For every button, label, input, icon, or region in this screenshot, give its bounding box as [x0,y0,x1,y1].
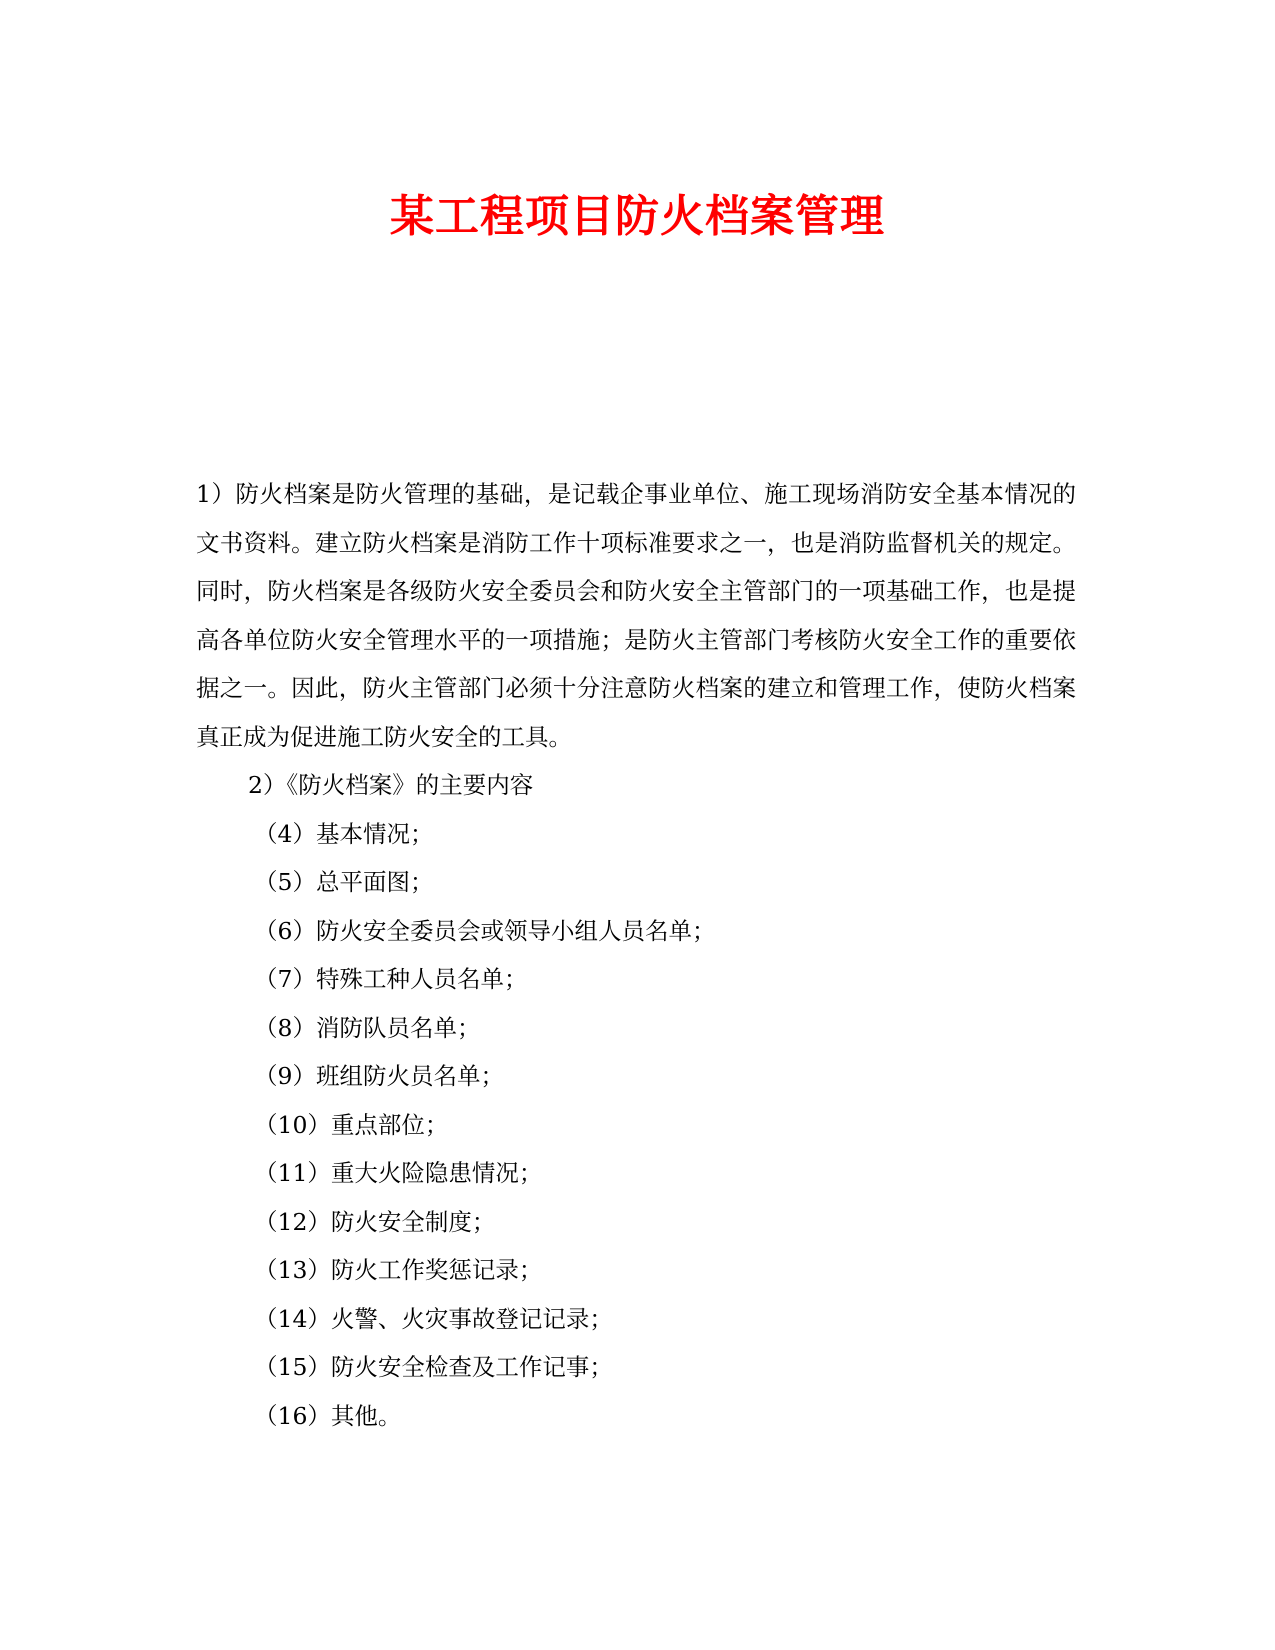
paragraph-1: 1）防火档案是防火管理的基础，是记载企事业单位、施工现场消防安全基本情况的文书资料。建立防火档案是消防工作十项标准要求之一，也是消防监督机关的规定。同时，防火档案是各级防火安全委员会和防火安全主管部门的一项基础工作，也是提高各单位防火安全管理水平的一项措施；是防火主管部门考核防火安全工作的重要依据之一。因此，防火主管部门必须十分注意防火档案的建立和管理工作，使防火档案真正成为促进施工防火安全的工具。 [196,480,1076,751]
list-item: （8）消防队员名单； [254,1013,481,1042]
list-item: （10）重点部位； [254,1110,449,1139]
list-item: （9）班组防火员名单； [254,1062,504,1090]
list-item: （14）火警、火灾事故登记记录； [254,1304,613,1333]
list-item: （4）基本情况； [254,819,434,848]
list-item: （16）其他。 [254,1401,402,1430]
list-item: （15）防火安全检查及工作记事； [254,1353,613,1381]
list-item: （12）防火安全制度； [254,1207,496,1236]
section-2-heading: 2）《防火档案》的主要内容 [248,771,534,799]
list-item: （7）特殊工种人员名单； [254,965,528,993]
document-title: 某工程项目防火档案管理 [390,191,885,243]
list-item: （13）防火工作奖惩记录； [254,1256,543,1284]
list-item: （6）防火安全委员会或领导小组人员名单； [254,916,716,945]
list-item: （11）重大火险隐患情况； [254,1159,543,1187]
contents-list [196,810,1076,1441]
list-item: （5）总平面图； [254,868,434,896]
document-body [196,470,1076,1440]
